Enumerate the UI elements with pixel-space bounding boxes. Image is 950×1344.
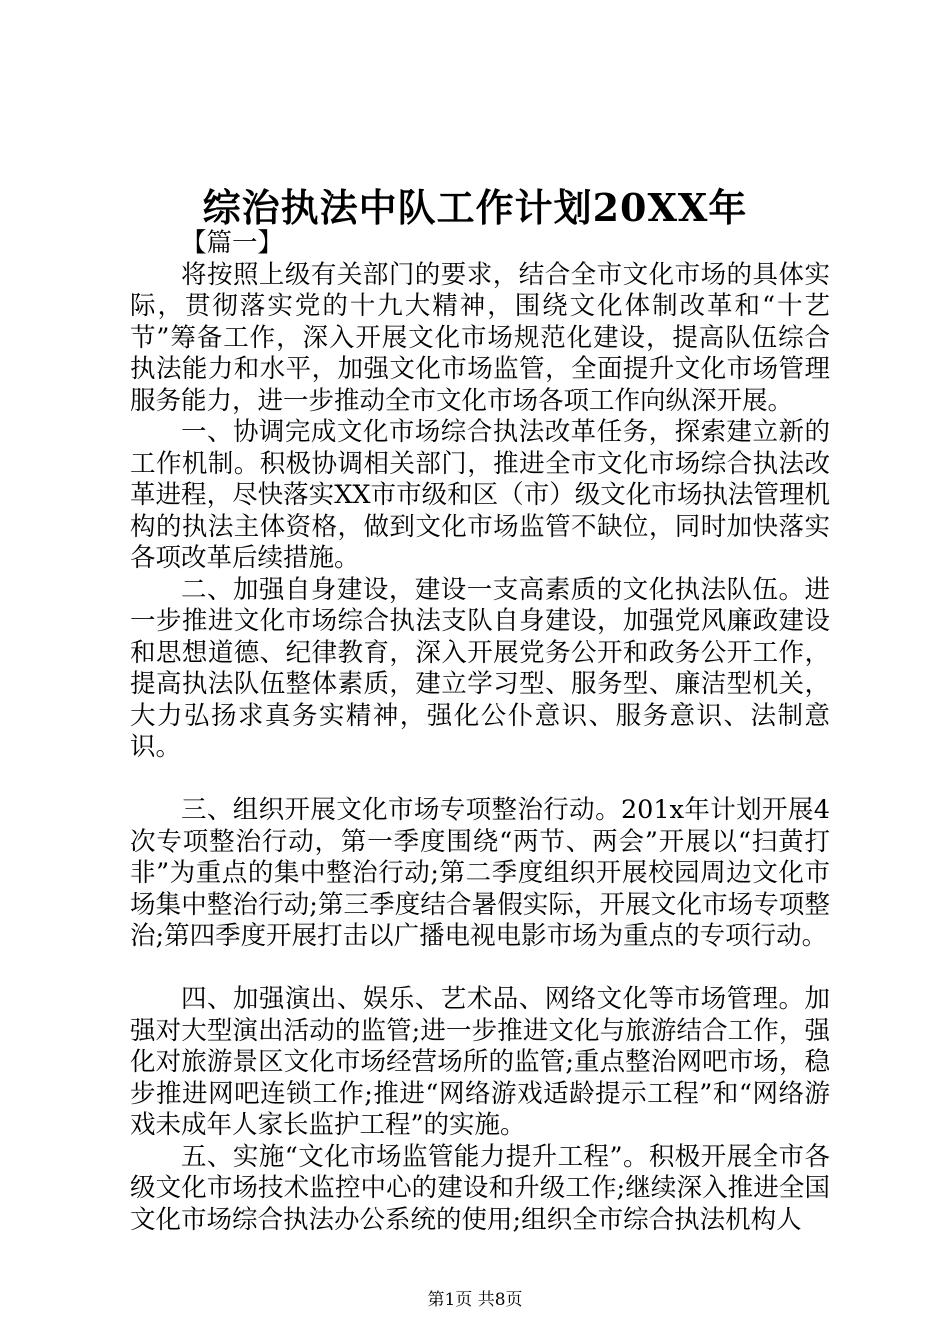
paragraph-intro: 将按照上级有关部门的要求，结合全市文化市场的具体实际，贯彻落实党的十九大精神，围绕文化体制改革和“十艺节”筹备工作，深入开展文化市场规范化建设，提高队伍综合执法能力和水平，加强文化市场监管，全面提升文化市场管理服务能力，进一步推动全市文化市场各项工作向纵深开展。	[130, 259, 830, 416]
paragraph-item-2: 二、加强自身建设，建设一支高素质的文化执法队伍。进一步推进文化市场综合执法支队自身建设，加强党风廉政建设和思想道德、纪律教育，深入开展党务公开和政务公开工作，提高执法队伍整体素质，建立学习型、服务型、廉洁型机关，大力弘扬求真务实精神，强化公仆意识、服务意识、法制意识。	[130, 574, 830, 762]
paragraph-item-4: 四、加强演出、娱乐、艺术品、网络文化等市场管理。加强对大型演出活动的监管;进一步推进文化与旅游结合工作，强化对旅游景区文化市场经营场所的监管;重点整治网吧市场，稳步推进网吧连锁工作;推进“网络游戏适龄提示工程”和“网络游戏未成年人家长监护工程”的实施。	[130, 984, 830, 1140]
paragraph-item-3: 三、组织开展文化市场专项整治行动。201x年计划开展4次专项整治行动，第一季度围绕“两节、两会”开展以“扫黄打非”为重点的集中整治行动;第二季度组织开展校园周边文化市场集中整治行动;第三季度结合暑假实际，开展文化市场专项整治;第四季度开展打击以广播电视电影市场为重点的专项行动。	[130, 795, 830, 951]
page-footer: 第1页 共8页	[427, 1290, 523, 1310]
document-title: 综治执法中队工作计划20XX年	[202, 185, 748, 230]
section-label: 【篇一】	[181, 228, 284, 258]
document-body	[130, 228, 830, 1236]
paragraph-item-5: 五、实施“文化市场监管能力提升工程”。积极开展全市各级文化市场技术监控中心的建设和升级工作;继续深入推进全国文化市场综合执法办公系统的使用;组织全市综合执法机构人	[130, 1141, 830, 1235]
paragraph-item-1: 一、协调完成文化市场综合执法改革任务，探索建立新的工作机制。积极协调相关部门，推进全市文化市场综合执法改革进程，尽快落实XX市市级和区（市）级文化市场执法管理机构的执法主体资格，做到文化市场监管不缺位，同时加快落实各项改革后续措施。	[130, 417, 830, 573]
